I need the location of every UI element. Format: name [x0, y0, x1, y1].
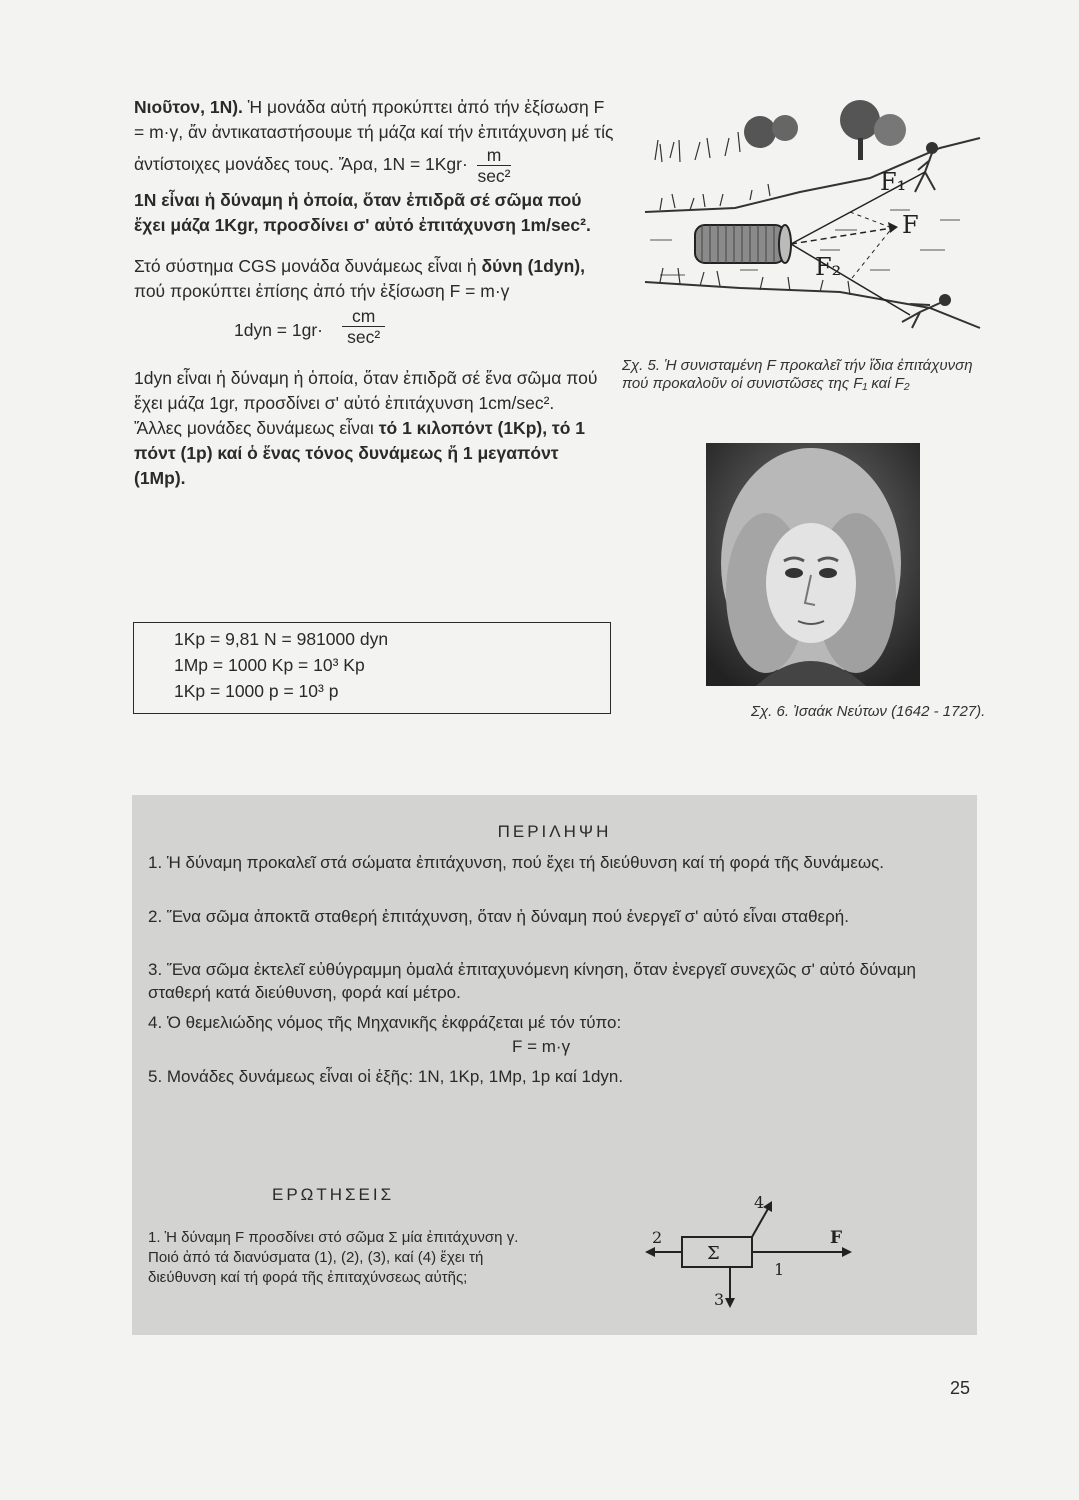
- summary-item-3: 3. Ἕνα σῶμα ἐκτελεῖ εὐθύγραμμη ὁμαλά ἐπιταχυνόμενη κίνηση, ὅταν ἐνεργεῖ συνεχῶς σ' αὐτό δύναμη σταθερή κατά διεύθυνση, φορά καί μέτρο.: [148, 960, 916, 1002]
- conversion-line-3: 1Kp = 1000 p = 10³ p: [174, 681, 339, 701]
- summary-formula: F = m·γ: [512, 1037, 571, 1056]
- other-units-text: Ἄλλες μονάδες δυνάμεως εἶναι: [134, 418, 374, 438]
- diagram-label-1: 1: [774, 1260, 785, 1279]
- diagram-label-4: 4: [754, 1195, 765, 1212]
- label-f2: F₂: [815, 253, 842, 281]
- dyn-formula: [134, 304, 614, 358]
- cgs-text-a: Στό σύστημα CGS μονάδα δυνάμεως εἶναι ἡ: [134, 256, 477, 276]
- fraction-cm-sec2: [342, 306, 385, 347]
- summary-title: ΠΕΡΙΛΗΨΗ: [497, 822, 612, 841]
- summary-item-5: 5. Μονάδες δυνάμεως εἶναι οἱ ἑξῆς: 1Ν, 1Kp, 1Mp, 1p καί 1dyn.: [148, 1067, 624, 1086]
- diagram-body-label: Σ: [707, 1243, 720, 1264]
- figure-5-illustration: [640, 100, 985, 350]
- dyn-heading: δύνη (1dyn),: [481, 256, 585, 276]
- figure-6-newton-portrait: [706, 443, 920, 686]
- diagram-label-3: 3: [714, 1290, 725, 1309]
- figure-6-caption: Σχ. 6. Ἰσαάκ Νεύτων (1642 - 1727).: [751, 703, 986, 720]
- diagram-label-f: F: [830, 1228, 843, 1248]
- paragraph-cgs: [134, 254, 614, 304]
- summary-item-1: 1. Ἡ δύναμη προκαλεῖ στά σώματα ἐπιτάχυνση, πού ἔχει τή διεύθυνση καί τή φορά τῆς δυνάμεως.: [148, 853, 885, 872]
- conversion-line-1: 1Kp = 9,81 N = 981000 dyn: [174, 629, 389, 649]
- fraction-denominator: sec²: [347, 327, 381, 347]
- vector-diagram: [642, 1195, 872, 1315]
- label-f: F: [902, 211, 919, 239]
- other-units-bold: τό 1 κιλοπόντ (1Kp), τό 1 πόντ (1p) καί ὁ ἕνας τόνος δυνάμεως ἤ 1 μεγαπόντ (1Mp).: [134, 418, 586, 488]
- summary-item-2: 2. Ἕνα σῶμα ἀποκτᾶ σταθερή ἐπιτάχυνση, ὅταν ἡ δύναμη πού ἐνεργεῖ σ' αὐτό εἶναι σταθερή.: [148, 907, 849, 926]
- paragraph-newton-unit: [134, 95, 614, 186]
- figure-5-caption: Σχ. 5. Ἡ συνισταμένη F προκαλεῖ τήν ἴδια ἐπιτάχυνση πού προκαλοῦν οἱ συνιστῶσες της F₁ καί F₂: [622, 357, 973, 392]
- fraction-denominator: sec²: [477, 166, 511, 186]
- cgs-text-b: πού προκύπτει ἐπίσης ἀπό τήν ἐξίσωση F = m·γ: [134, 281, 510, 301]
- question-1: 1. Ἡ δύναμη F προσδίνει στό σῶμα Σ μία ἐπιτάχυνση γ. Ποιό ἀπό τά διανύσματα (1), (2), (3), καί (4) ἔχει τή διεύθυνση καί τή φορά τῆς ἐπιταχύνσεως αὐτῆς;: [148, 1229, 519, 1286]
- fraction-m-sec2: [477, 145, 512, 186]
- conversion-line-2: 1Mp = 1000 Kp = 10³ Kp: [174, 655, 365, 675]
- fraction-numerator: m: [477, 145, 512, 166]
- label-f1: F₁: [880, 168, 907, 196]
- definition-newton: 1Ν εἶναι ἡ δύναμη ἡ ὁποία, ὅταν ἐπιδρᾶ σέ σῶμα πού ἔχει μάζα 1Kgr, προσδίνει σ' αὐτό ἐπιτάχυνση 1m/sec².: [134, 190, 591, 235]
- newton-heading: Νιοῦτον, 1Ν).: [134, 97, 243, 117]
- summary-block: [132, 795, 977, 1335]
- dyn-formula-lhs: 1dyn = 1gr·: [234, 320, 324, 340]
- definition-dyn: 1dyn εἶναι ἡ δύναμη ἡ ὁποία, ὅταν ἐπιδρᾶ σέ ἕνα σῶμα πού ἔχει μάζα 1gr, προσδίνει σ' αὐτό ἐπιτάχυνση 1cm/sec².: [134, 368, 598, 413]
- diagram-label-2: 2: [652, 1228, 663, 1247]
- fraction-numerator: cm: [342, 306, 385, 327]
- page-number: 25: [950, 1378, 971, 1398]
- summary-item-4: 4. Ὁ θεμελιώδης νόμος τῆς Μηχανικῆς ἐκφράζεται μέ τόν τύπο:: [148, 1013, 622, 1032]
- newton-text: Ἡ μονάδα αὐτή προκύπτει ἀπό τήν ἐξίσωση F = m·γ, ἄν ἀντικαταστήσουμε τή μάζα καί τήν ἐπιτάχυνση μέ τίς ἀντίστοιχες μονάδες τους. Ἄρα, 1Ν = 1Kgr·: [134, 97, 614, 175]
- questions-title: ΕΡΩΤΗΣΕΙΣ: [272, 1185, 395, 1204]
- unit-conversion-box: [133, 622, 611, 714]
- paragraph-other-units: [134, 416, 614, 491]
- main-text-column: [134, 95, 614, 491]
